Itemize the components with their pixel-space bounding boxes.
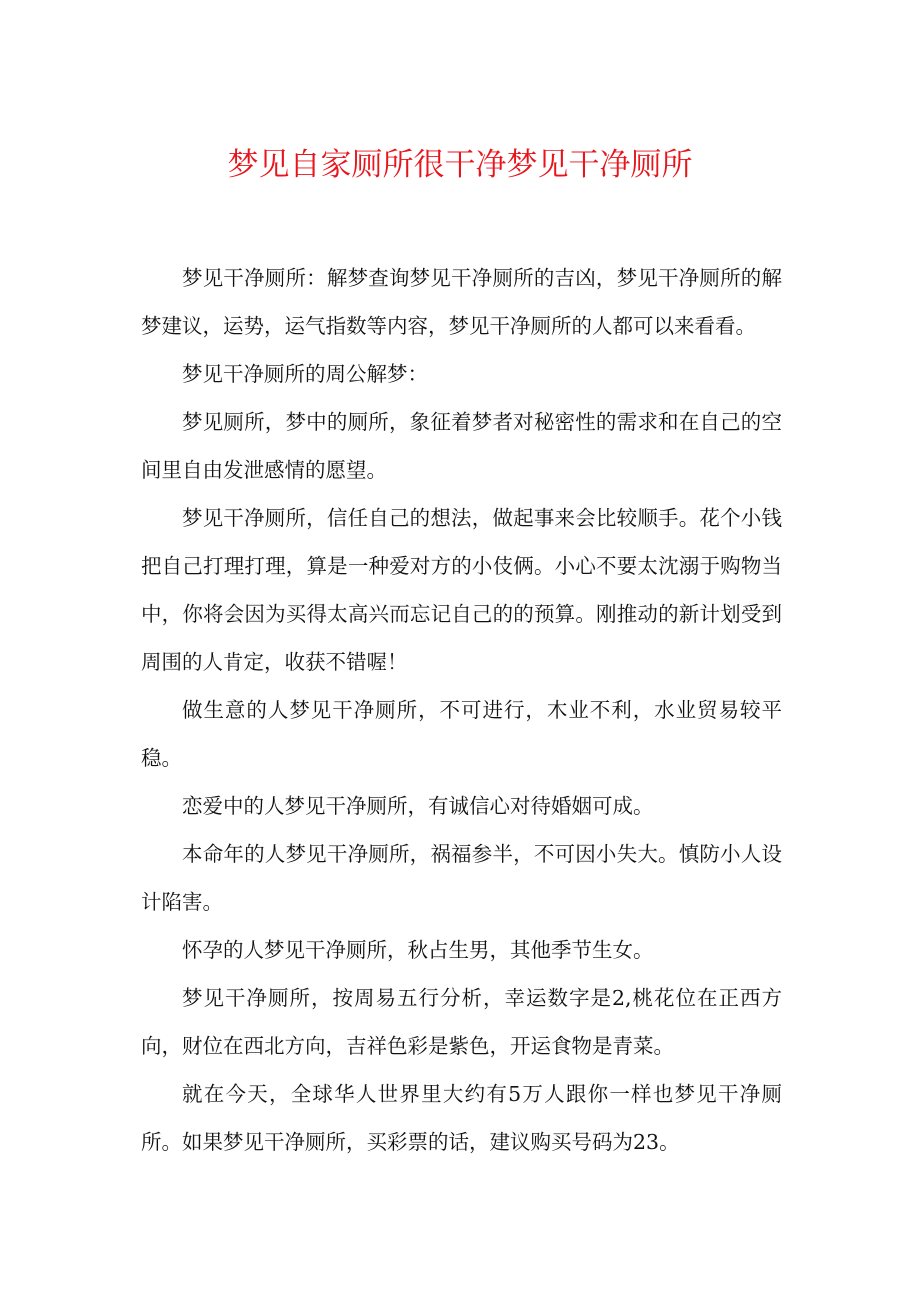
document-title: 梦见自家厕所很干净梦见干净厕所	[227, 147, 693, 183]
paragraph: 做生意的人梦见干净厕所，不可进行，木业不利，水业贸易较平稳。	[141, 698, 782, 770]
paragraph: 怀孕的人梦见干净厕所，秋占生男，其他季节生女。	[182, 938, 654, 962]
paragraph: 梦见干净厕所：解梦查询梦见干净厕所的吉凶，梦见干净厕所的解梦建议，运势，运气指数等内容，梦见干净厕所的人都可以来看看。	[141, 266, 782, 338]
paragraph: 恋爱中的人梦见干净厕所，有诚信心对待婚姻可成。	[182, 794, 654, 818]
paragraph: 梦见干净厕所，信任自己的想法，做起事来会比较顺手。花个小钱把自己打理打理，算是一种爱对方的小伎俩。小心不要太沈溺于购物当中，你将会因为买得太高兴而忘记自己的的预算。刚推动的新计划受到周围的人肯定，收获不错喔！	[141, 506, 782, 674]
paragraph: 梦见干净厕所，按周易五行分析，幸运数字是2,桃花位在正西方向，财位在西北方向，吉祥色彩是紫色，开运食物是青菜。	[141, 986, 782, 1058]
paragraph: 梦见厕所，梦中的厕所，象征着梦者对秘密性的需求和在自己的空间里自由发泄感情的愿望。	[141, 410, 782, 482]
paragraph: 就在今天，全球华人世界里大约有5万人跟你一样也梦见干净厕所。如果梦见干净厕所，买彩票的话，建议购买号码为23。	[141, 1082, 782, 1154]
paragraph: 本命年的人梦见干净厕所，祸福参半，不可因小失大。慎防小人设计陷害。	[141, 842, 782, 914]
document-body	[141, 254, 782, 1166]
paragraph: 梦见干净厕所的周公解梦：	[182, 362, 428, 386]
